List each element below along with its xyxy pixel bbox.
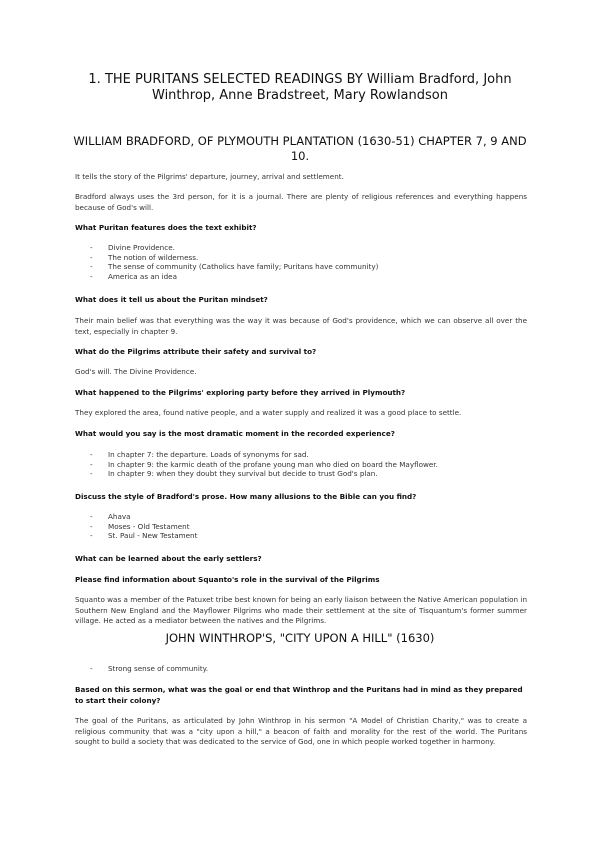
list-item: - In chapter 9: the karmic death of the profane young man who died on board the Mayflower. xyxy=(75,460,527,470)
list-item: - In chapter 9: when they doubt they survival but decide to trust God's plan. xyxy=(75,469,527,479)
question-bradford-style: Discuss the style of Bradford's prose. How many allusions to the Bible can you find? xyxy=(75,492,417,501)
bible-allusions-list xyxy=(75,512,527,541)
list-item: - America as an idea xyxy=(75,272,527,282)
list-item: - St. Paul - New Testament xyxy=(75,531,527,541)
question-dramatic-moment: What would you say is the most dramatic moment in the recorded experience? xyxy=(75,429,395,438)
list-item: - In chapter 7: the departure. Loads of synonyms for sad. xyxy=(75,450,527,460)
winthrop-heading: JOHN WINTHROP'S, "CITY UPON A HILL" (1630) xyxy=(165,631,435,645)
question-exploring-party: What happened to the Pilgrims' exploring party before they arrived in Plymouth? xyxy=(75,388,406,397)
question-winthrop-goal: Based on this sermon, what was the goal or end that Winthrop and the Puritans had in mind as they prepared to start their colony? xyxy=(75,685,523,705)
dramatic-moment-list xyxy=(75,450,527,479)
answer-squanto: Squanto was a member of the Patuxet tribe best known for being an early liaison between the Native American population in Southern New England and the Mayflower Pilgrims who made their settlement at the site of Tisquantum's former summer village. He acted as a mediator between the natives and the Pilgrims. xyxy=(75,595,527,625)
question-puritan-mindset: What does it tell us about the Puritan mindset? xyxy=(75,295,268,304)
answer-exploring-party: They explored the area, found native people, and a water supply and realized it was a good place to settle. xyxy=(75,408,462,417)
bradford-intro-2: Bradford always uses the 3rd person, for it is a journal. There are plenty of religious references and everything happens because of God's will. xyxy=(75,192,527,212)
bradford-heading: WILLIAM BRADFORD, OF PLYMOUTH PLANTATION (1630-51) CHAPTER 7, 9 AND 10. xyxy=(73,134,527,163)
answer-winthrop-goal: The goal of the Puritans, as articulated by John Winthrop in his sermon "A Model of Christian Charity," was to create a religious community that was a "city upon a hill," a beacon of faith and morality for the rest of the world. The Puritans sought to build a society that was dedicated to the service of God, one in which people worked together in harmony. xyxy=(75,716,527,746)
list-item: - The sense of community (Catholics have family; Puritans have community) xyxy=(75,262,527,272)
answer-safety-survival: God's will. The Divine Providence. xyxy=(75,367,197,376)
list-item: - Moses - Old Testament xyxy=(75,522,527,532)
question-puritan-features: What Puritan features does the text exhibit? xyxy=(75,223,257,232)
list-item: - Ahava xyxy=(75,512,527,522)
question-safety-survival: What do the Pilgrims attribute their safety and survival to? xyxy=(75,347,317,356)
question-squanto: Please find information about Squanto's role in the survival of the Pilgrims xyxy=(75,575,380,584)
answer-puritan-mindset: Their main belief was that everything was the way it was because of God's providence, which we can observe all over the text, especially in chapter 9. xyxy=(75,316,527,336)
list-item: - Strong sense of community. xyxy=(75,664,527,674)
document-title: 1. THE PURITANS SELECTED READINGS BY William Bradford, John Winthrop, Anne Bradstreet, Mary Rowlandson xyxy=(88,72,512,103)
list-item: - The notion of wilderness. xyxy=(75,253,527,263)
puritan-features-list xyxy=(75,243,527,281)
bradford-intro-1: It tells the story of the Pilgrims' departure, journey, arrival and settlement. xyxy=(75,172,344,181)
winthrop-list xyxy=(75,664,527,674)
question-early-settlers: What can be learned about the early settlers? xyxy=(75,554,262,563)
list-item: - Divine Providence. xyxy=(75,243,527,253)
